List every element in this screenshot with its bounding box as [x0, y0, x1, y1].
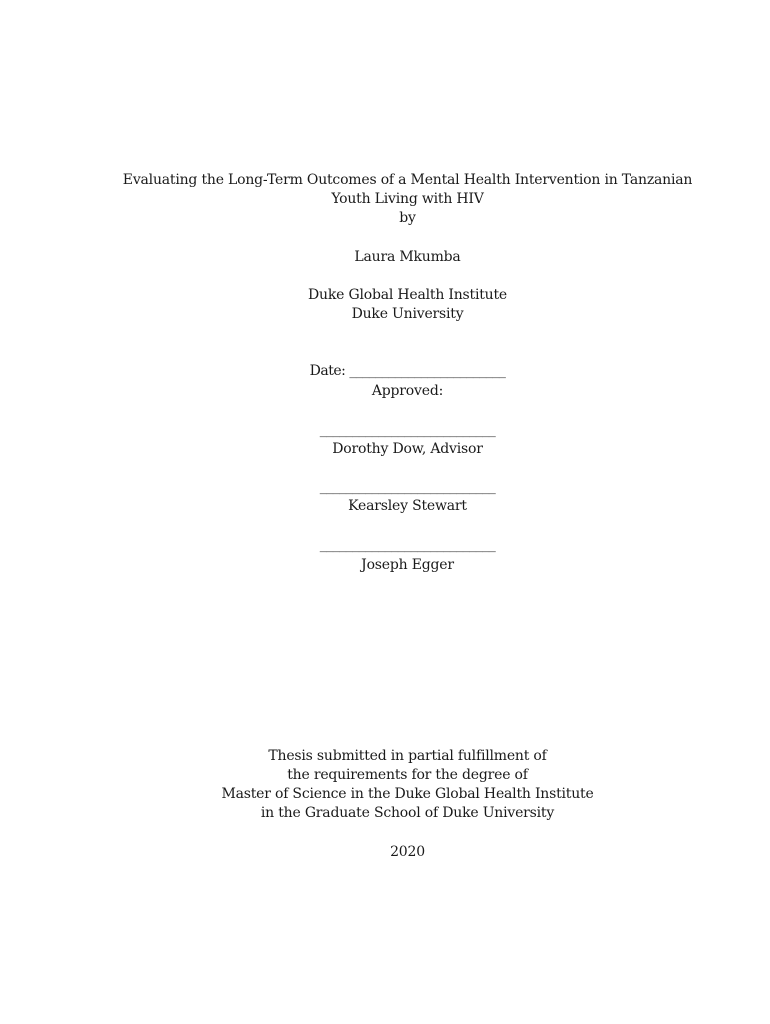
title-line-1: Evaluating the Long-Term Outcomes of a Mental Health Intervention in Tanzanian	[122, 172, 693, 188]
signature-line-1: ___________________________	[319, 422, 496, 438]
title-line-2: Youth Living with HIV	[331, 191, 484, 207]
date-line: Date: ________________________	[309, 363, 506, 379]
statement-line-1: Thesis submitted in partial fulfillment of	[268, 748, 547, 764]
author-name: Laura Mkumba	[354, 249, 461, 265]
statement-line-3: Master of Science in the Duke Global Health Institute	[221, 786, 594, 802]
thesis-year: 2020	[390, 844, 425, 860]
signatory-name-1: Dorothy Dow, Advisor	[332, 441, 483, 457]
statement-line-2: the requirements for the degree of	[287, 767, 528, 783]
signature-line-3: ___________________________	[319, 537, 496, 553]
approved-label: Approved:	[371, 383, 444, 399]
signature-line-2: ___________________________	[319, 479, 496, 495]
title-by: by	[399, 210, 416, 226]
affiliation-institute: Duke Global Health Institute	[308, 287, 507, 303]
statement-line-4: in the Graduate School of Duke University	[260, 805, 555, 821]
affiliation-university: Duke University	[351, 306, 464, 322]
signatory-name-2: Kearsley Stewart	[348, 498, 467, 514]
signatory-name-3: Joseph Egger	[361, 557, 454, 573]
